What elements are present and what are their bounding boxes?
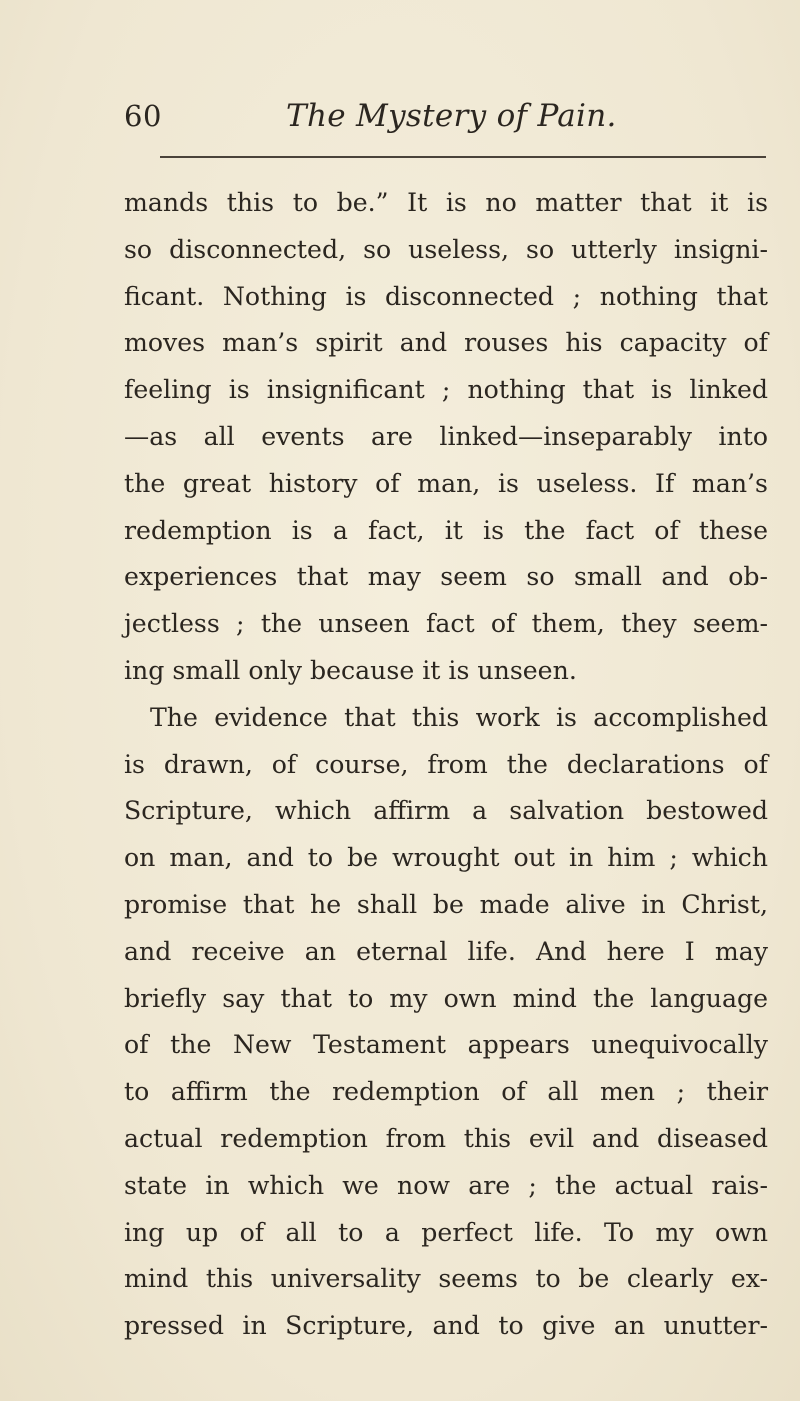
text-line: on man, and to be wrought out in him ; which (124, 843, 768, 873)
text-line: of the New Testament appears unequivocally (124, 1030, 768, 1060)
text-line: so disconnected, so useless, so utterly insigni- (124, 234, 768, 264)
header-rule (160, 156, 766, 158)
paragraph-start-line: The evidence that this work is accomplished (150, 702, 768, 732)
text-line: ficant. Nothing is disconnected ; nothing that (124, 281, 768, 311)
text-line: jectless ; the unseen fact of them, they seem- (124, 609, 768, 639)
text-line: redemption is a fact, it is the fact of these (124, 515, 768, 545)
text-line: the great history of man, is useless. If man’s (124, 468, 768, 498)
text-line: —as all events are linked—inseparably into (124, 421, 768, 451)
text-line: mands this to be.” It is no matter that it is (124, 188, 768, 217)
text-line: experiences that may seem so small and ob- (124, 562, 768, 592)
paragraph-end-line: ing small only because it is unseen. (124, 655, 577, 685)
text-line: to affirm the redemption of all men ; their (124, 1077, 768, 1107)
running-title: The Mystery of Pain. (286, 98, 617, 134)
text-line: is drawn, of course, from the declarations of (124, 749, 768, 779)
text-line: mind this universality seems to be clearly ex- (124, 1264, 768, 1294)
page-header (124, 94, 784, 138)
text-line: briefly say that to my own mind the language (124, 983, 768, 1013)
text-line: and receive an eternal life. And here I may (124, 936, 768, 966)
text-line: state in which we now are ; the actual rais- (124, 1170, 768, 1200)
body-text (124, 180, 768, 1350)
text-line: feeling is insignificant ; nothing that is linked (124, 375, 768, 405)
text-line: moves man’s spirit and rouses his capacity of (124, 328, 768, 358)
text-line: ing up of all to a perfect life. To my own (124, 1217, 768, 1247)
text-line: actual redemption from this evil and diseased (124, 1123, 768, 1153)
text-line: Scripture, which affirm a salvation bestowed (124, 796, 768, 826)
text-line: promise that he shall be made alive in Christ, (124, 889, 768, 919)
page-number: 60 (124, 99, 162, 133)
text-line: pressed in Scripture, and to give an unutter- (124, 1311, 768, 1341)
